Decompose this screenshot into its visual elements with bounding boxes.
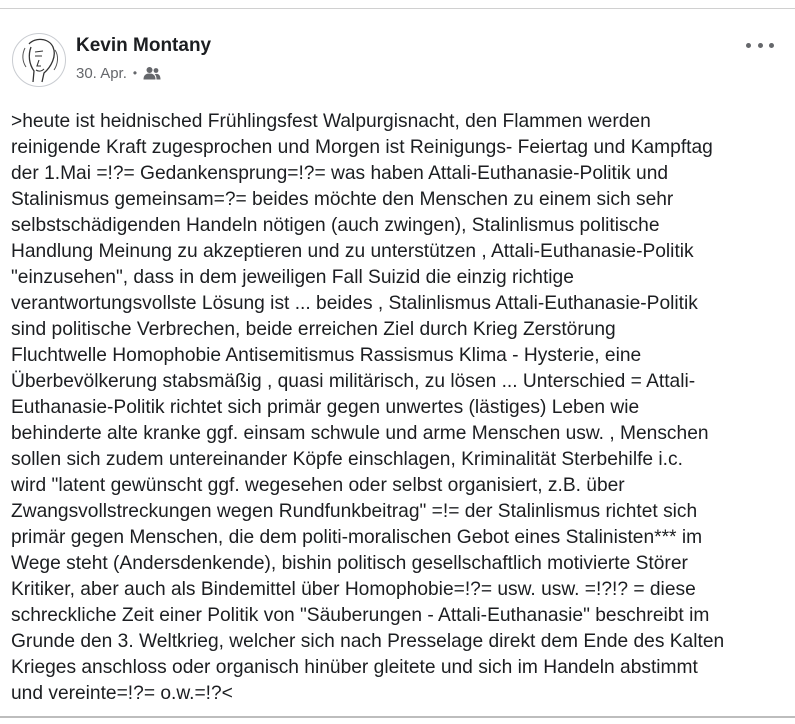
more-options-icon[interactable] xyxy=(746,36,774,54)
post-body: >heute ist heidnisched Frühlingsfest Walpurgisnacht, den Flammen werden reinigende Kraft zugesprochen und Morgen ist Reinigungs- Feiertag und Kampftag der 1.Mai =!?= Gedankensprung=!?= was haben Attali-Euthanasie-Politik und Stalinismus gemeinsam=?= beides möchte den Menschen zu einem sich sehr selbstschädigenden Handeln nötigen (auch zwingen), Stalinlismus politische Handlung Meinung zu akzeptieren und zu unterstützen , Attali-Euthanasie-Politik "einzusehen", dass in dem jeweiligen Fall Suizid die einzig richtige verantwortungsvollste Lösung ist ... beides , Stalinlismus Attali-Euthanasie-Politik sind politische Verbrechen, beide erreichen Ziel durch Krieg Zerstörung Fluchtwelle Homophobie Antisemitismus Rassismus Klima - Hysterie, eine Überbevölkerung stabsmäßig , quasi militärisch, zu lösen ... Unterschied = Attali- Euthanasie-Politik richtet sich primär gegen unwertes (lästiges) Leben wie behinderte alte kranke ggf. einsam schwule und arme Menschen usw. , Menschen sollen sich zudem untereinander Köpfe einschlagen, Kriminalität Sterbehilfe i.c. wird "latent gewünscht ggf. wegesehen oder selbst organisiert, z.B. über Zwangsvollstreckungen wegen Rundfunkbeitrag" =!= der Stalinlismus richtet sich primär gegen Menschen, die dem politi-moralischen Gebot eines Stalinisten*** im Wege steht (Andersdenkende), bishin politisch gesellschaftlich motivierte Störer Kritiker, aber auch als Bindemittel über Homophobie=!?= usw. usw. =!?!? = diese schreckliche Zeit einer Politik von "Säuberungen - Attali-Euthanasie" beschreibt im Grunde den 3. Weltkrieg, welcher sich nach Presselage direkt dem Ende des Kalten Krieges anschloss oder organisch hinüber gleitete und sich im Handeln abstimmt und vereinte=!?= o.w.=!?< xyxy=(11,111,725,704)
top-divider xyxy=(0,8,795,9)
meta-separator: • xyxy=(132,66,138,80)
avatar-sketch-icon xyxy=(13,34,65,86)
author-name[interactable]: Kevin Montany xyxy=(76,35,212,56)
bottom-divider xyxy=(0,716,795,718)
more-dot xyxy=(758,43,763,48)
post-date[interactable]: 30. Apr. xyxy=(76,64,127,82)
more-dot xyxy=(746,43,751,48)
friends-icon[interactable] xyxy=(143,66,161,80)
avatar[interactable] xyxy=(12,33,66,87)
more-dot xyxy=(769,43,774,48)
post-meta xyxy=(76,63,161,83)
